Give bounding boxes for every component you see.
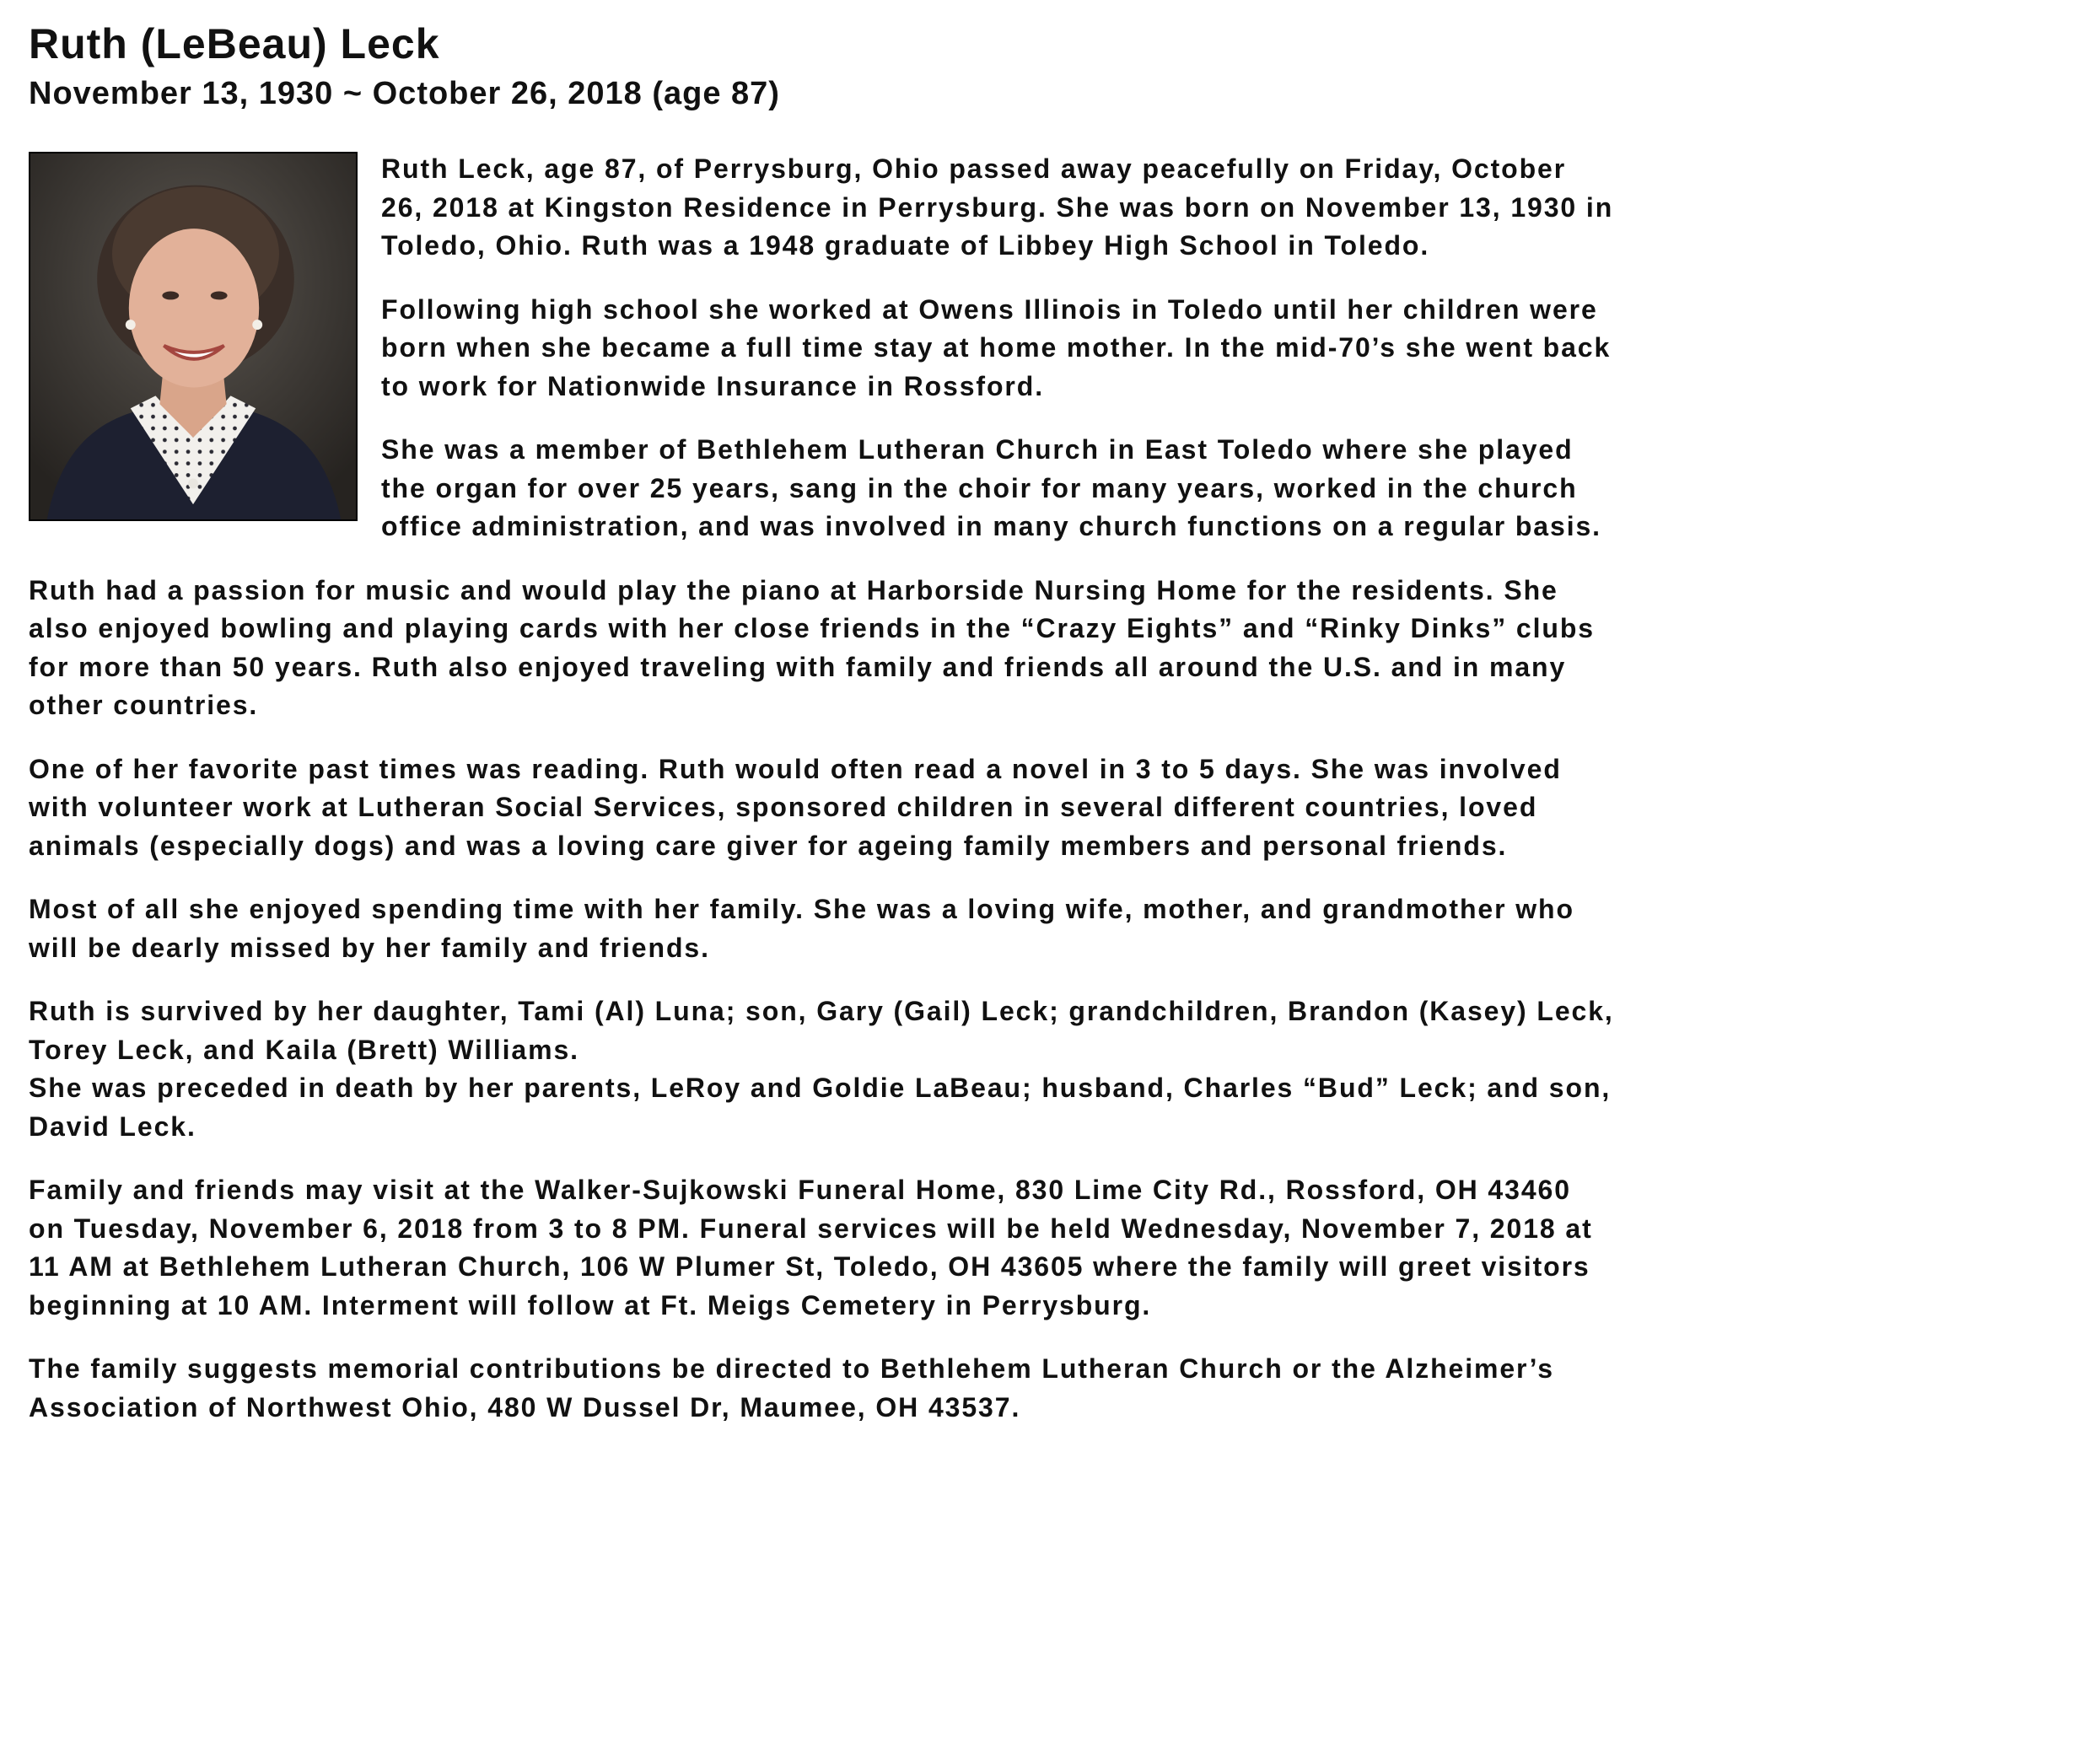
life-dates: November 13, 1930 ~ October 26, 2018 (age 87): [29, 76, 780, 111]
services-paragraph: Family and friends may visit at the Walker-Sujkowski Funeral Home, 830 Lime City Rd., Rossford, OH 43460 on Tuesday, November 6, 2018 from 3 to 8 PM. Funeral services will be held Wednesday, November 7, 2018 at 11 AM at Bethlehem Lutheran Church, 106 W Plumer St, Toledo, OH 43605 where the family will greet visitors beginning at 10 AM. Interment will follow at Ft. Meigs Cemetery in Perrysburg.: [29, 1175, 1593, 1320]
survivors-text: Ruth is survived by her daughter, Tami (Al) Luna; son, Gary (Gail) Leck; grandchildren, Brandon (Kasey) Leck, Torey Leck, and Kaila (Brett) Williams.: [29, 996, 1614, 1065]
obituary-document: [29, 15, 1614, 1452]
memorial-paragraph: The family suggests memorial contributions be directed to Bethlehem Lutheran Church or the Alzheimer’s Association of Northwest Ohio, 480 W Dussel Dr, Maumee, OH 43537.: [29, 1353, 1554, 1422]
obituary-paragraph: Most of all she enjoyed spending time with her family. She was a loving wife, mother, and grandmother who will be dearly missed by her family and friends.: [29, 894, 1574, 963]
preceded-text: She was preceded in death by her parents, LeRoy and Goldie LaBeau; husband, Charles “Bud” Leck; and son, David Leck.: [29, 1073, 1612, 1142]
obituary-paragraph: One of her favorite past times was reading. Ruth would often read a novel in 3 to 5 days. She was involved with volunteer work at Lutheran Social Services, sponsored children in several different countries, loved animals (especially dogs) and was a loving care giver for ageing family members and personal friends.: [29, 753, 1562, 861]
deceased-name: Ruth (LeBeau) Leck: [29, 20, 440, 67]
portrait-photo: [29, 152, 358, 521]
survivors-paragraph: [29, 992, 1614, 1146]
obituary-paragraph: She was a member of Bethlehem Lutheran Church in East Toledo where she played the organ for over 25 years, sang in the choir for many years, worked in the church office administration, and was involved in many church functions on a regular basis.: [381, 434, 1601, 541]
portrait-photo-icon: [30, 153, 356, 519]
obituary-paragraph: Ruth had a passion for music and would play the piano at Harborside Nursing Home for the residents. She also enjoyed bowling and playing cards with her close friends in the “Crazy Eights” and “Rinky Dinks” clubs for more than 50 years. Ruth also enjoyed traveling with family and friends all around the U.S. and in many other countries.: [29, 574, 1595, 720]
obituary-paragraph: Following high school she worked at Owens Illinois in Toledo until her children were born when she became a full time stay at home mother. In the mid-70’s she went back to work for Nationwide Insurance in Rossford.: [381, 293, 1612, 401]
obituary-paragraph: Ruth Leck, age 87, of Perrysburg, Ohio passed away peacefully on Friday, October 26, 2018 at Kingston Residence in Perrysburg. She was born on November 13, 1930 in Toledo, Ohio. Ruth was a 1948 graduate of Libbey High School in Toledo.: [381, 153, 1614, 261]
